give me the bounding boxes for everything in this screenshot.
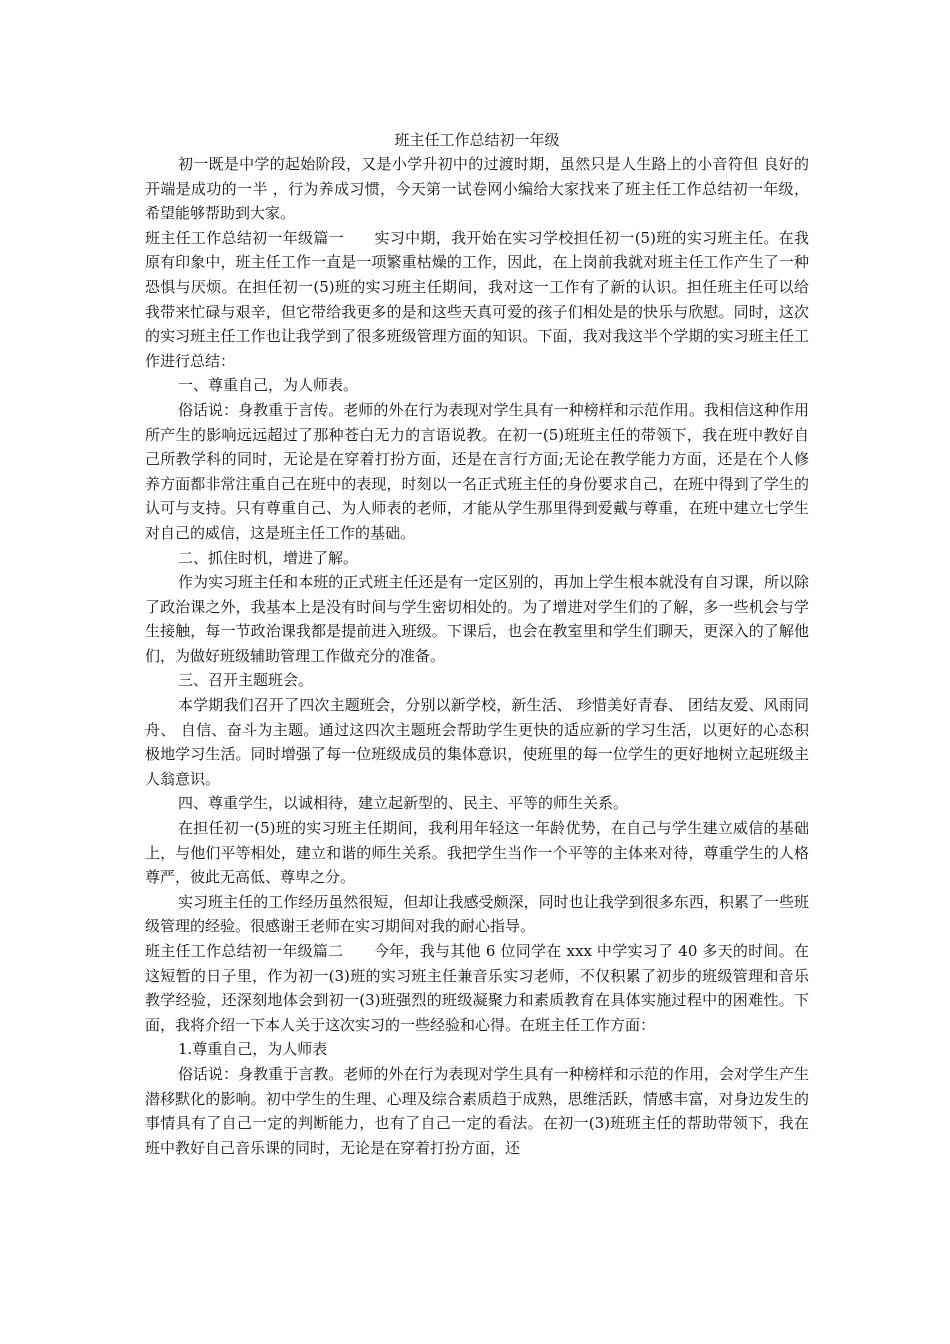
document-page (145, 128, 809, 1160)
paragraph-part-one-start: 班主任工作总结初一年级篇一 实习中期，我开始在实习学校担任初一(5)班的实习班主任。在我原有印象中，班主任工作一直是一项繁重枯燥的工作，因此，在上岗前我就对班主任工作产生了一种恐惧与厌烦。在担任初一(5)班的实习班主任期间，我对这一工作有了新的认识。担任班主任可以给我带来忙碌与艰辛，但它带给我更多的是和这些天真可爱的孩子们相处是的快乐与欣慰。同时，这次的实习班主任工作也让我学到了很多班级管理方面的知识。下面，我对我这半个学期的实习班主任工作进行总结： (145, 228, 809, 370)
section-heading-5: 1.尊重自己，为人师表 (178, 1040, 328, 1059)
section-heading-2: 二、抓住时机，增进了解。 (178, 548, 359, 567)
section-heading-4: 四、尊重学生，以诚相待，建立起新型的、民主、平等的师生关系。 (178, 794, 629, 813)
document-title: 班主任工作总结初一年级 (394, 131, 560, 149)
paragraph: 俗话说：身教重于言传。老师的外在行为表现对学生具有一种榜样和示范作用。我相信这种作用所产生的影响远远超过了那种苍白无力的言语说教。在初一(5)班班主任的带领下，我在班中教好自己所教学科的同时，无论是在穿着打扮方面，还是在言行方面;无论在教学能力方面，还是在个人修养方面都非常注重自己在班中的表现，时刻以一名正式班主任的身份要求自己，在班中得到了学生的认可与支持。只有尊重自己、为人师表的老师，才能从学生那里得到爱戴与尊重，在班中建立七学生对自己的威信，这是班主任工作的基础。 (145, 400, 809, 542)
section-heading-3: 三、召开主题班会。 (178, 671, 314, 690)
paragraph: 在担任初一(5)班的实习班主任期间，我利用年轻这一年龄优势，在自己与学生建立威信的基础上，与他们平等相处，建立和谐的师生关系。我把学生当作一个平等的主体来对待，尊重学生的人格尊严，彼此无高低、尊卑之分。 (145, 819, 809, 887)
paragraph-intro: 初一既是中学的起始阶段，又是小学升初中的过渡时期，虽然只是人生路上的小音符但 良好的开端是成功的一半 ，行为养成习惯，今天第一试卷网小编给大家找来了班主任工作总结初一年级，希望能够帮助到大家。 (145, 155, 809, 223)
paragraph: 实习班主任的工作经历虽然很短，但却让我感受颇深，同时也让我学到很多东西，积累了一些班级管理的经验。很感谢王老师在实习期间对我的耐心指导。 (145, 892, 809, 936)
paragraph: 作为实习班主任和本班的正式班主任还是有一定区别的，再加上学生根本就没有自习课，所以除了政治课之外，我基本上是没有时间与学生密切相处的。为了增进对学生们的了解，多一些机会与学生接触，每一节政治课我都是提前进入班级。下课后，也会在教室里和学生们聊天，更深入的了解他们，为做好班级辅助管理工作做充分的准备。 (145, 573, 809, 665)
paragraph: 本学期我们召开了四次主题班会，分别以新学校，新生活、 珍惜美好青春、 团结友爱、风雨同舟、 自信、奋斗为主题。通过这四次主题班会帮助学生更快的适应新的学习生活，以更好的心态积极地学习生活。同时增强了每一位班级成员的集体意识，使班里的每一位学生的更好地树立起班级主人翁意识。 (145, 696, 809, 788)
paragraph: 俗话说：身教重于言教。老师的外在行为表现对学生具有一种榜样和示范的作用，会对学生产生潜移默化的影响。初中学生的生理、心理及综合素质趋于成熟，思维活跃，情感丰富，对身边发生的事情具有了自己一定的判断能力，也有了自己一定的看法。在初一(3)班班主任的帮助带领下，我在班中教好自己音乐课的同时，无论是在穿着打扮方面，还 (145, 1064, 809, 1157)
section-heading-1: 一、尊重自己，为人师表。 (178, 376, 359, 395)
paragraph-part-two-start: 班主任工作总结初一年级篇二 今年，我与其他 6 位同学在 xxx 中学实习了 40 多天的时间。在这短暂的日子里，作为初一(3)班的实习班主任兼音乐实习老师，不仅积累了初步的班级管理和音乐教学经验，还深刻地体会到初一(3)班强烈的班级凝聚力和素质教育在具体实施过程中的困难性。下面，我将介绍一下本人关于这次实习的一些经验和心得。在班主任工作方面： (145, 942, 809, 1034)
